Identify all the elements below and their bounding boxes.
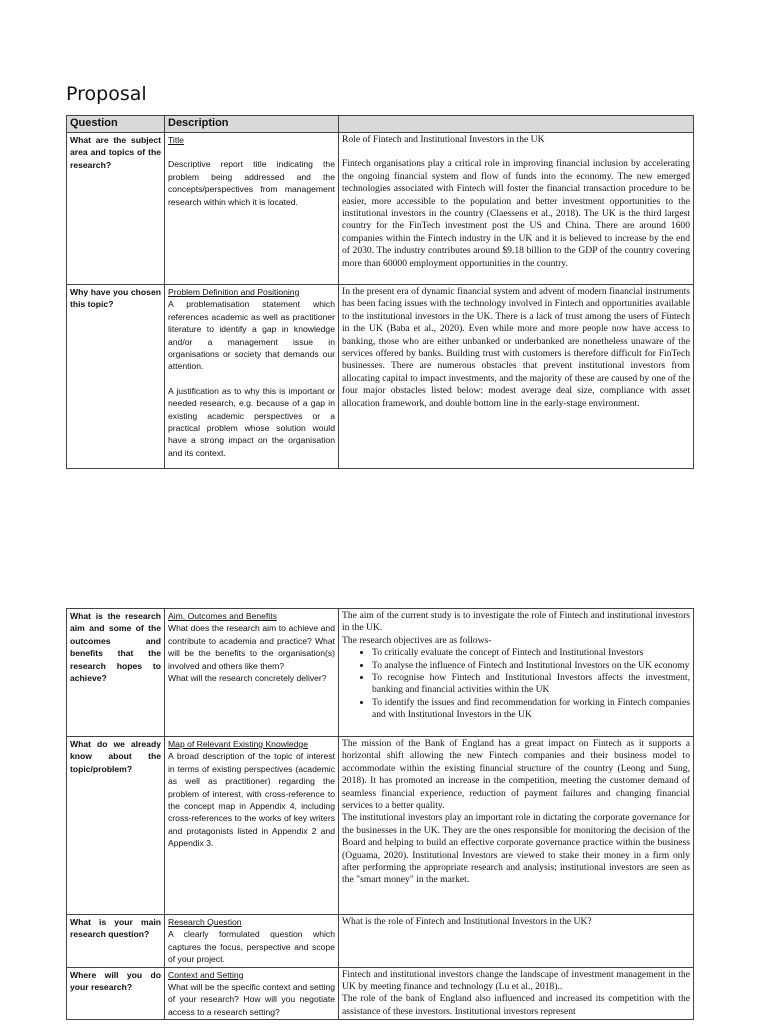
answer-text: Fintech organisations play a critical role in improving financial inclusion by accelerating the ongoing financial system and flow of funds into the economy. The new emerged technologies associated with Fintech will foster the financial transaction procedure to be easier, more accessible to the population and better investment opportunities to the institutional investors in the country (Claessens et al., 2018). The UK is the third largest country for the FinTech investment post the US and China. There are around 1600 companies within the Fintech industry in the UK and it is believed to increase by the end of 2030. The industry contributes around $9.18 billion to the GDP of the country covering more than 60000 employment opportunities in the country. (342, 158, 690, 269)
description-text: A broad description of the topic of interest in terms of existing perspectives (academic as well as practitioner) regarding the problem of interest, with cross-reference to the concept map in Appendix 4, including cross-references to the works of key writers and protagonists listed in Appendix 2 and Appendix 3. (168, 751, 335, 849)
row-heading: Aim, Outcomes and Benefits (168, 611, 277, 621)
table-row (67, 737, 694, 915)
question-cell: Where will you do your research? (67, 967, 165, 1020)
row-heading: Title (168, 135, 184, 145)
proposal-table-top (66, 115, 694, 469)
answer-cell (339, 609, 694, 737)
header-description: Description (165, 116, 339, 133)
proposal-table-bottom (66, 608, 694, 1020)
answer-text-2: The role of the bank of England also influenced and increased its competition with the assistance of these investors. Institutional investors represent (342, 993, 690, 1017)
description-cell (165, 285, 339, 469)
row-heading: Context and Setting (168, 969, 244, 980)
table-row (67, 133, 694, 285)
header-answer (339, 116, 694, 133)
description-cell (165, 915, 339, 968)
table-row (67, 915, 694, 968)
answer-cell (339, 133, 694, 285)
question-cell: What do we already know about the topic/problem? (67, 737, 165, 915)
objectives-list (342, 647, 690, 721)
list-item: • To recognise how Fintech and Institutional Investors affects the investment, banking and financial activities within the UK (372, 672, 690, 697)
answer-cell (339, 285, 694, 469)
row-heading: Map of Relevant Existing Knowledge (168, 739, 308, 749)
question-cell: Why have you chosen this topic? (67, 285, 165, 469)
header-question: Question (67, 116, 165, 133)
row-heading: Problem Definition and Positioning (168, 287, 300, 297)
table-header-row (67, 116, 694, 133)
question-cell: What is the research aim and some of the outcomes and benefits that the research hopes to achieve? (67, 609, 165, 737)
description-text-2: What will the research concretely deliver? (168, 673, 327, 684)
question-cell: What are the subject area and topics of the research? (67, 133, 165, 285)
description-text: Descriptive report title indicating the problem being addressed and the concepts/perspectives from management research within which it is located. (168, 159, 335, 207)
description-text: What will be the specific context and setting of your research? How will you negotiate access to a research setting? (168, 982, 335, 1017)
answer-cell (339, 915, 694, 968)
answer-text: Fintech and institutional investors change the landscape of investment management in the UK by meeting finance and technology (Lu et al., 2018).. (342, 968, 690, 993)
answer-text: The aim of the current study is to investigate the role of Fintech and institutional investors in the UK. (342, 610, 690, 634)
answer-text: What is the role of Fintech and Institutional Investors in the UK? (342, 916, 592, 927)
description-text: What does the research aim to achieve and contribute to academia and practice? What will be the benefits to the organisation(s) involved and others like them? (168, 623, 335, 671)
list-item: • To identify the issues and find recommendation for working in Fintech companies and with Institutional Investors in the UK (372, 697, 690, 722)
row-heading: Research Question (168, 917, 242, 927)
answer-text: The mission of the Bank of England has a great impact on Fintech as it supports a horizontal shift allowing the new Fintech companies and their business model to accommodate within the existing financial structure of the country (Leong and Sung, 2018). It has promoted an increase in the competition, meeting the customer demand of seamless financial experience, reduction of payment failures and changing financial services to a better quality. (342, 738, 690, 812)
description-cell (165, 133, 339, 285)
list-item: • To critically evaluate the concept of Fintech and Institutional Investors (372, 647, 690, 659)
description-cell (165, 967, 339, 1020)
answer-cell (339, 967, 694, 1020)
page-title: Proposal (66, 83, 147, 105)
table-row (67, 609, 694, 737)
question-cell: What is your main research question? (67, 915, 165, 968)
description-cell (165, 737, 339, 915)
answer-text-2: The institutional investors play an important role in dictating the corporate governance for the businesses in the UK. They are the ones responsible for monitoring the decision of the Board and helping to build an effective corporate governance practice within the business (Oguama, 2020). Institutional Investors are viewed to stake their money in a firm only after performing the appropriate research and analysis; institutional investors are seen as the "smart money" in the market. (342, 812, 690, 886)
description-text-2: A justification as to why this is important or needed research, e.g. because of a gap in existing academic perspectives or a practical problem whose solution would have a strong impact on the organisation and its context. (168, 385, 335, 458)
answer-text: In the present era of dynamic financial system and advent of modern financial instruments has been facing issues with the technology involved in Fintech and opportunities available to the institutional investors in the UK. There is a lack of trust among the users of Fintech in the UK (Baba et al., 2020). Even while more and more people now have access to banking, those who are either unbanked or underbanked are nonetheless unaware of the services offered by banks. Building trust with customers is therefore difficult for FinTech businesses. There are numerous obstacles that prevent institutional investors from allocating capital to impact investments, and the majority of these are caused by one of the four major obstacles listed below: modest average deal size, compliance with asset allocation framework, and double bottom line in the early-stage environment. (342, 286, 690, 409)
answer-text-2: The research objectives are as follows- (342, 634, 492, 646)
table-row (67, 285, 694, 469)
description-text: A problematisation statement which references academic as well as practitioner literature to identify a gap in knowledge and/or a management issue in organisations or society that demands our attention. (168, 299, 335, 372)
answer-cell (339, 737, 694, 915)
answer-title: Role of Fintech and Institutional Investors in the UK (342, 134, 545, 145)
list-item: • To analyse the influence of Fintech and Institutional Investors on the UK economy (372, 660, 690, 672)
description-text: A clearly formulated question which captures the focus, perspective and scope of your project. (168, 929, 335, 965)
table-row (67, 967, 694, 1020)
description-cell (165, 609, 339, 737)
